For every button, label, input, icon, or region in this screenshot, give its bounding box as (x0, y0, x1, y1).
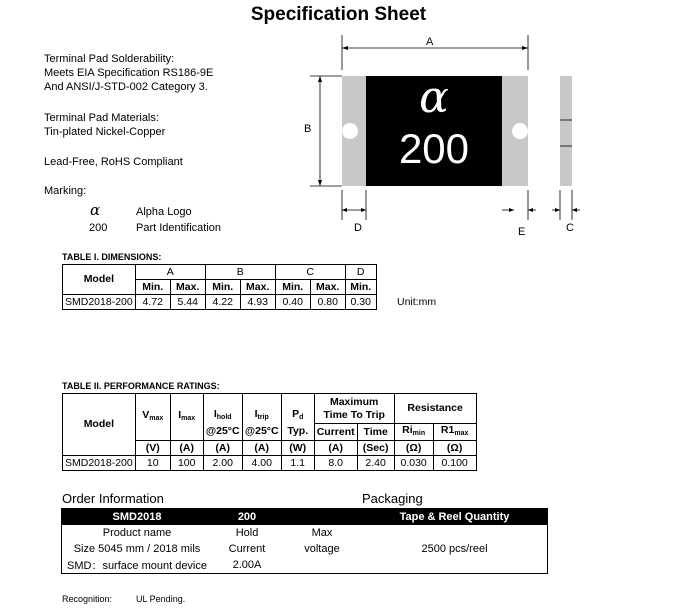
table2-pd-typ: Typ. (281, 424, 314, 441)
table1-group-a: A (135, 265, 205, 280)
packaging-title: Packaging (362, 491, 423, 506)
table1-cell: 0.80 (310, 295, 345, 310)
table2-unit: (V) (135, 441, 170, 456)
table2-cell: 2.00 (203, 456, 242, 471)
table2-ihold-cond: @25°C (203, 424, 242, 441)
table1-cell: SMD2018-200 (63, 295, 136, 310)
marking-label: Marking: (44, 185, 87, 197)
order-cell: Max (311, 527, 333, 539)
side-view (560, 76, 572, 186)
order-header-blank (282, 509, 362, 526)
table1-cell: 4.72 (135, 295, 170, 310)
marking-desc-alpha: Alpha Logo (136, 206, 192, 218)
table2-unit: (W) (281, 441, 314, 456)
order-cell: Size 5045 mm / 2018 mils (73, 543, 201, 555)
table2-caption: TABLE II. PERFORMANCE RATINGS: (62, 381, 220, 391)
order-header-code: 200 (212, 509, 282, 526)
materials-label: Terminal Pad Materials: (44, 112, 159, 124)
table2-unit: (A) (170, 441, 203, 456)
recognition-value: UL Pending. (136, 594, 186, 604)
table2-resistance-header: Resistance (394, 394, 476, 424)
table1-cell: 4.93 (240, 295, 275, 310)
table2-imax-header: $I_{max}$ (170, 394, 203, 441)
table2-rimin-header: $Ri_{min}$ (394, 424, 433, 441)
table2-cell: 2.40 (357, 456, 394, 471)
table2-current-header: Current (314, 424, 357, 441)
table2-itrip-cond: @25°C (242, 424, 281, 441)
order-cell: voltage (304, 543, 340, 555)
table2-unit: (A) (314, 441, 357, 456)
dim-b-label: B (304, 123, 312, 135)
table1-sub: Min. (345, 280, 376, 295)
table1-group-c: C (275, 265, 345, 280)
table1-unit: Unit:mm (397, 296, 437, 308)
table2-unit: (A) (242, 441, 281, 456)
order-cell: SMD：surface mount device (67, 560, 207, 572)
dim-e-label: E (518, 226, 526, 238)
table1-sub: Min. (275, 280, 310, 295)
marking-symbol-alpha: α (90, 201, 101, 219)
marking-symbol-code: 200 (89, 222, 108, 234)
dim-d-label: D (354, 222, 362, 234)
table2-r1max-header: $R1_{max}$ (433, 424, 476, 441)
table2-cell: 10 (135, 456, 170, 471)
order-cell (362, 525, 548, 541)
table2-cell: 0.030 (394, 456, 433, 471)
table1-cell: 5.44 (170, 295, 205, 310)
table2-cell: 0.100 (433, 456, 476, 471)
solderability-line-1: Meets EIA Specification RS186-9E (44, 67, 214, 79)
marking-desc-code: Part Identification (136, 222, 221, 234)
dimensions-table (62, 264, 377, 310)
table1-group-d: D (345, 265, 376, 280)
solderability-block (44, 52, 213, 94)
order-table (61, 508, 548, 574)
order-cell: 2500 pcs/reel (421, 543, 488, 555)
table2-cell: 100 (170, 456, 203, 471)
materials-block (44, 111, 165, 139)
performance-table (62, 393, 477, 471)
table1-model-header: Model (63, 265, 136, 295)
table1-cell: 0.30 (345, 295, 376, 310)
dim-c-label: C (566, 222, 574, 234)
table1-sub: Max. (240, 280, 275, 295)
table2-model-header: Model (63, 394, 136, 456)
table2-pd-header: $P_d$ (281, 394, 314, 424)
table1-sub: Min. (135, 280, 170, 295)
table2-ihold-header: $I_{hold}$ (203, 394, 242, 424)
order-title: Order Information (62, 491, 164, 506)
table2-cell: 8.0 (314, 456, 357, 471)
table1-cell: 4.22 (205, 295, 240, 310)
table2-time-header: Time (357, 424, 394, 441)
table2-unit: (Sec) (357, 441, 394, 456)
solderability-line-2: And ANSI/J-STD-002 Category 3. (44, 81, 208, 93)
chip-alpha-mark: α (419, 72, 449, 123)
order-header-packaging: Tape & Reel Quantity (362, 509, 548, 526)
table1-group-b: B (205, 265, 275, 280)
table1-cell: 0.40 (275, 295, 310, 310)
chip-code-mark: 200 (398, 125, 470, 172)
table2-unit: (A) (203, 441, 242, 456)
order-header-model: SMD2018 (62, 509, 213, 526)
order-cell: Product name (102, 527, 172, 539)
materials-value: Tin-plated Nickel-Copper (44, 126, 166, 138)
table2-unit: (Ω) (433, 441, 476, 456)
recognition-label: Recognition: (62, 594, 113, 604)
table1-sub: Min. (205, 280, 240, 295)
order-cell (282, 557, 362, 574)
leadfree-text: Lead-Free, RoHS Compliant (44, 156, 183, 168)
table1-sub: Max. (170, 280, 205, 295)
table2-max-time-header: Maximum Time To Trip (314, 394, 394, 424)
dim-a-label: A (426, 36, 434, 48)
table2-vmax-header: $V_{max}$ (135, 394, 170, 441)
order-cell: Hold (235, 527, 259, 539)
table2-cell: 4.00 (242, 456, 281, 471)
solderability-label: Terminal Pad Solderability: (44, 53, 175, 65)
table2-itrip-header: $I_{trip}$ (242, 394, 281, 424)
table1-sub: Max. (310, 280, 345, 295)
order-cell: Current (228, 543, 266, 555)
order-cell: 2.00A (232, 559, 262, 571)
order-cell (362, 557, 548, 574)
table2-cell: 1.1 (281, 456, 314, 471)
table1-caption: TABLE I. DIMENSIONS: (62, 252, 162, 262)
table2-cell: SMD2018-200 (63, 456, 136, 471)
page-title: Specification Sheet (250, 4, 427, 25)
table2-unit: (Ω) (394, 441, 433, 456)
